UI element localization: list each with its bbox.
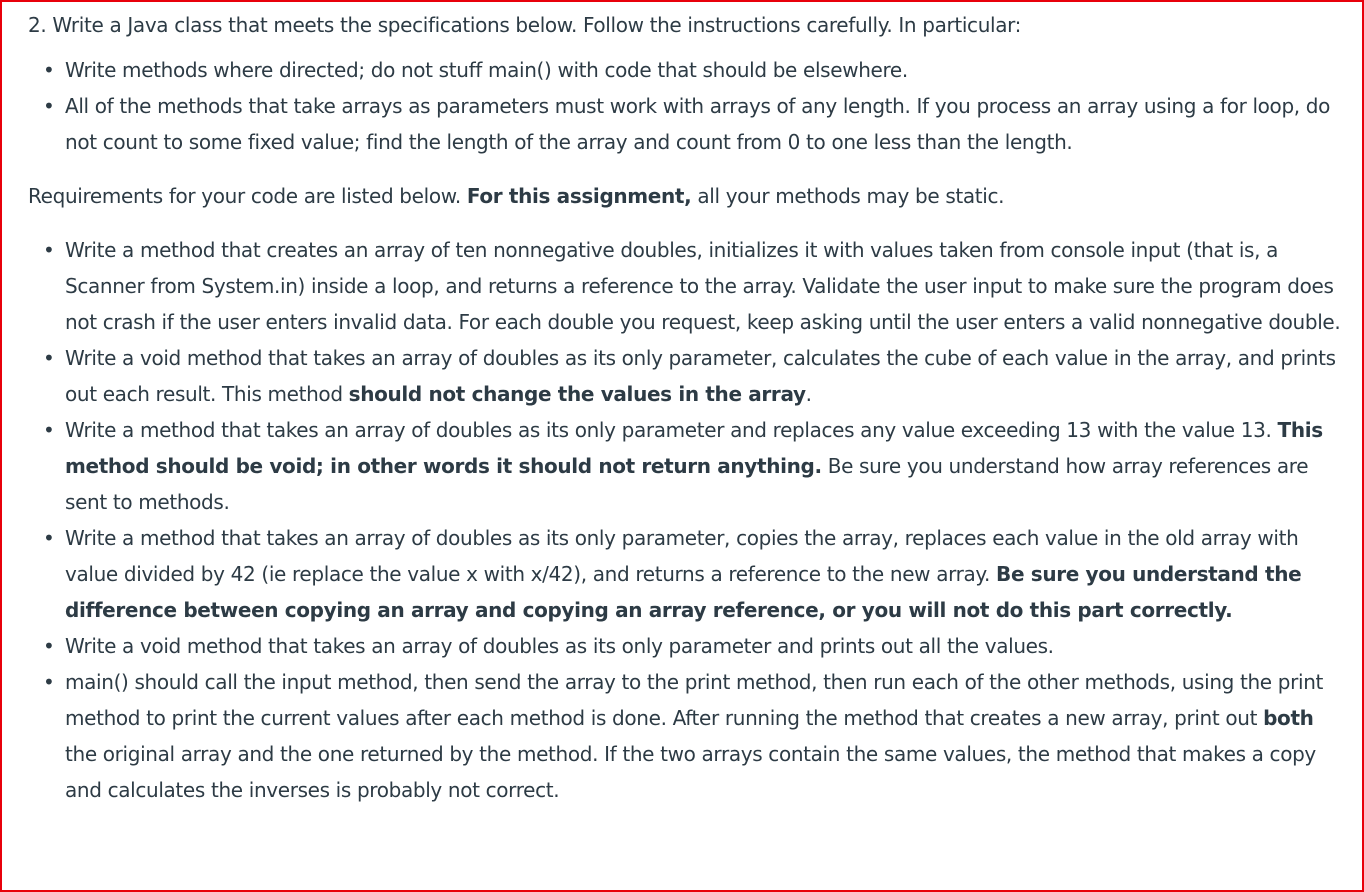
instruction-item: • All of the methods that take arrays as parameters must work with arrays of any length. If you process an array using a for loop, do not count to some fixed value; find the length of the array and count from 0 to one less than the length. <box>28 88 1342 160</box>
requirement-item <box>28 520 1342 628</box>
requirement-item <box>28 664 1342 808</box>
requirement-text: Write a void method that takes an array of doubles as its only parameter and prints out all the values. <box>65 634 1054 658</box>
requirement-text-end: Be sure you understand how array references are sent to methods. <box>65 454 1309 514</box>
requirement-item <box>28 412 1342 520</box>
instruction-list <box>28 52 1342 160</box>
requirements-intro-text: Requirements for your code are listed below. <box>28 184 467 208</box>
requirement-item <box>28 340 1342 412</box>
requirement-text: Write a method that takes an array of doubles as its only parameter and replaces any value exceeding 13 with the value 13. <box>65 418 1278 442</box>
requirement-emphasis: both <box>1263 706 1314 730</box>
requirement-text: main() should call the input method, then send the array to the print method, then run each of the other methods, using the print method to print the current values after each method is done. After running the method that creates a new array, print out <box>65 670 1324 730</box>
requirement-emphasis: Be sure you understand the difference between copying an array and copying an array reference, or you will not do this part correctly. <box>65 562 1302 622</box>
requirements-intro <box>28 178 1342 214</box>
requirement-text-end: the original array and the one returned by the method. If the two arrays contain the same values, the method that makes a copy and calculates the inverses is probably not correct. <box>65 742 1316 802</box>
requirements-list <box>28 232 1342 808</box>
requirement-emphasis: should not change the values in the array <box>348 382 806 406</box>
requirement-text: Write a method that takes an array of doubles as its only parameter, copies the array, replaces each value in the old array with value divided by 42 (ie replace the value x with x/42), and returns a reference to the new array. <box>65 526 1299 586</box>
requirement-text: Write a void method that takes an array of doubles as its only parameter, calculates the cube of each value in the array, and prints out each result. This method <box>65 346 1336 406</box>
requirement-emphasis: This method should be void; in other words it should not return anything. <box>65 418 1323 478</box>
question-heading: 2. Write a Java class that meets the specifications below. Follow the instructions carefully. In particular: <box>28 13 1022 37</box>
requirements-intro-bold: For this assignment, <box>466 184 692 208</box>
requirement-item <box>28 628 1342 664</box>
requirement-item <box>28 232 1342 340</box>
instruction-item: • Write methods where directed; do not stuff main() with code that should be elsewhere. <box>28 52 1342 88</box>
requirements-intro-text-end: all your methods may be static. <box>691 184 1005 208</box>
requirement-text-end: . <box>805 382 812 406</box>
requirement-text: Write a method that creates an array of ten nonnegative doubles, initializes it with values taken from console input (that is, a Scanner from System.in) inside a loop, and returns a reference to the array. Validate the user input to make sure the program does not crash if the user enters invalid data. For each double you request, keep asking until the user enters a valid nonnegative double. <box>65 238 1341 334</box>
